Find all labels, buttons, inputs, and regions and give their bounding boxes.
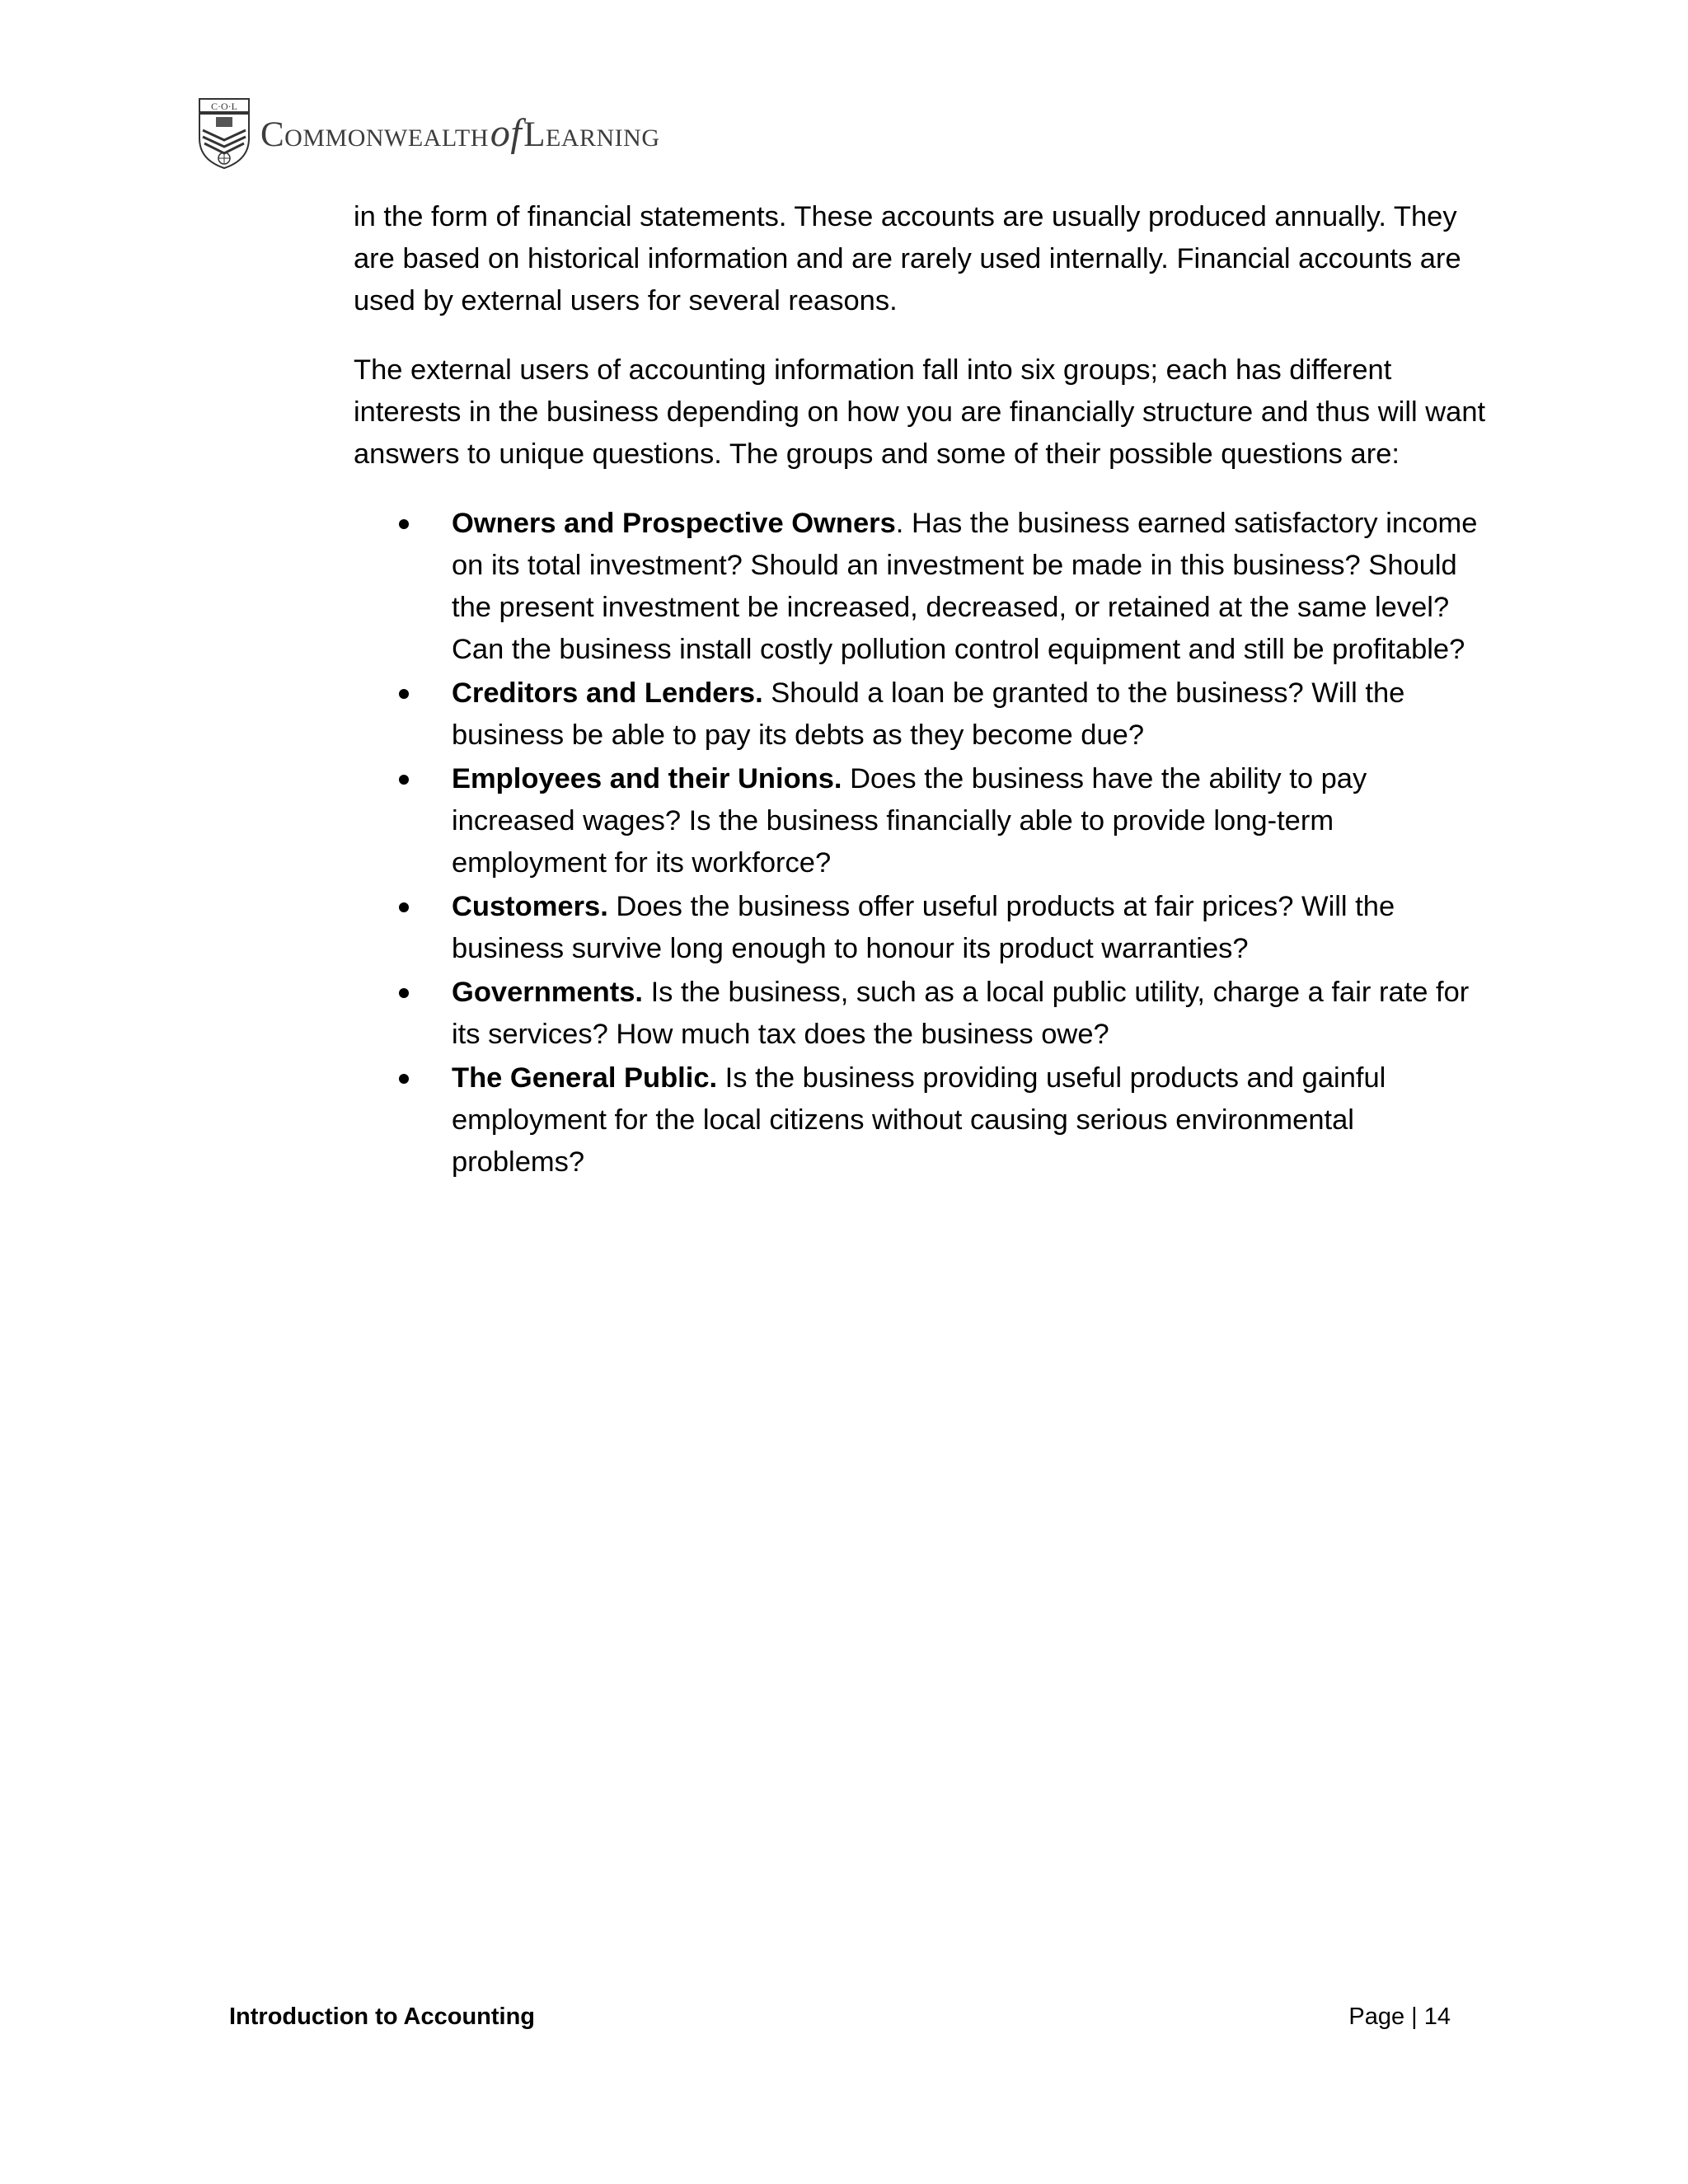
list-item-owners: [354, 503, 1491, 671]
paragraph-2: The external users of accounting information fall into six groups; each has different interests in the business depending on how you are financially structure and thus will want answers to unique questions. The groups and some of their possible questions are:: [354, 354, 1486, 470]
list-item-term: The General Public.: [452, 1062, 718, 1094]
paragraph-1: in the form of financial statements. These accounts are usually produced annually. They are based on historical information and are rarely used internally. Financial accounts are used by external users for several reasons.: [354, 201, 1461, 316]
bullet-icon: [399, 689, 409, 699]
list-item-term: Governments.: [452, 977, 643, 1008]
list-item-text: Is the business providing useful products and gainful employment for the local citizens without causing serious environmental problems?: [452, 1062, 1386, 1178]
list-item-text: Should a loan be granted to the business? Will the business be able to pay its debts as they become due?: [452, 677, 1405, 751]
list-item-term: Creditors and Lenders.: [452, 677, 763, 709]
list-item-text: Does the business have the ability to pay increased wages? Is the business financially able to provide long-term employment for its workforce?: [452, 763, 1367, 879]
list-item-creditors: [354, 673, 1491, 757]
list-item-text: . Has the business earned satisfactory income on its total investment? Should an investment be made in this business? Should the present investment be increased, decreased, or retained at the same level? Can the business install costly pollution control equipment and still be profitable?: [452, 508, 1478, 665]
logo-word-learning: Learning: [523, 115, 660, 154]
footer-page-number: Page | 14: [1348, 2004, 1451, 2030]
col-crest-icon: [198, 97, 251, 170]
crest-letters: C·O·L: [211, 101, 237, 112]
list-item-term: Customers.: [452, 891, 608, 922]
bullet-icon: [399, 775, 409, 785]
list-item-employees: [354, 758, 1491, 884]
list-item-governments: [354, 972, 1491, 1056]
footer-document-title: Introduction to Accounting: [229, 2004, 536, 2030]
logo-wordmark: [260, 111, 660, 155]
user-groups-list: [354, 503, 1491, 1183]
list-item-term: Owners and Prospective Owners: [452, 508, 896, 539]
list-item-text: Is the business, such as a local public utility, charge a fair rate for its services? How much tax does the business owe?: [452, 977, 1470, 1050]
list-item-term: Employees and their Unions.: [452, 763, 842, 794]
col-logo: [198, 97, 660, 170]
bullet-icon: [399, 1074, 409, 1084]
bullet-icon: [399, 988, 409, 998]
list-item-customers: [354, 886, 1491, 970]
list-item-general-public: [354, 1057, 1491, 1183]
logo-word-of: of: [490, 111, 523, 155]
bullet-icon: [399, 519, 409, 529]
list-item-text: Does the business offer useful products at fair prices? Will the business survive long enough to honour its product warranties?: [452, 891, 1395, 964]
body-text: [354, 196, 1491, 1185]
logo-word-commonwealth: Commonwealth: [260, 115, 489, 154]
bullet-icon: [399, 902, 409, 912]
